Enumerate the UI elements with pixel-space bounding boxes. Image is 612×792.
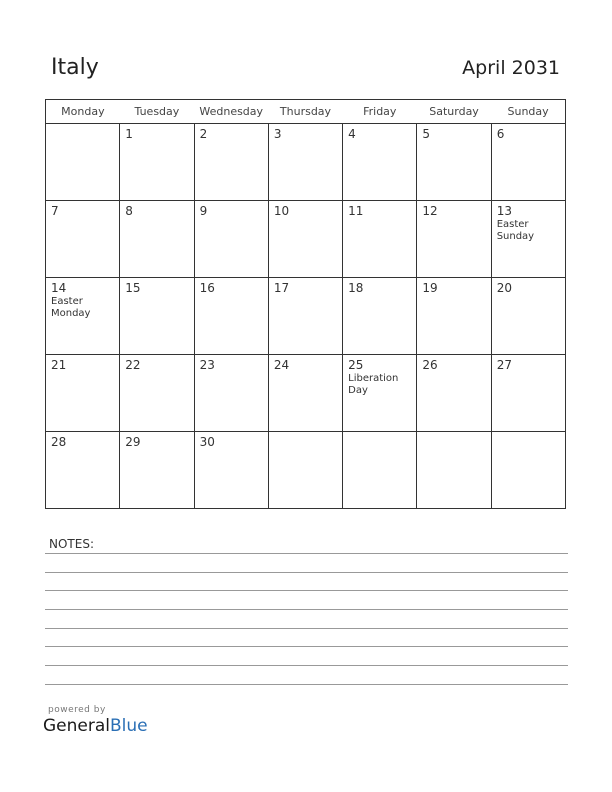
day-cell: [194, 124, 268, 201]
day-cell: [46, 278, 120, 355]
day-cell: [120, 278, 194, 355]
day-cell: [417, 355, 491, 432]
day-cell: [194, 201, 268, 278]
day-number: 28: [51, 435, 67, 449]
brand-general: General: [43, 716, 110, 736]
day-cell: [46, 124, 120, 201]
day-number: 7: [51, 204, 59, 218]
note-line: [45, 665, 568, 666]
day-cell: [491, 355, 565, 432]
day-cell: [268, 355, 342, 432]
day-cell: [120, 432, 194, 509]
day-number: 3: [273, 127, 282, 141]
day-cell: [120, 124, 194, 201]
calendar-body: [46, 124, 566, 509]
note-line: [45, 628, 568, 629]
day-cell: [46, 432, 120, 509]
day-number: 12: [422, 204, 438, 218]
week-row: [46, 124, 566, 201]
day-number: 16: [199, 281, 215, 295]
day-cell: [343, 278, 417, 355]
day-number: 22: [125, 358, 141, 372]
day-number: 29: [125, 435, 141, 449]
day-cell: [268, 124, 342, 201]
day-cell: [417, 432, 491, 509]
day-cell: [120, 201, 194, 278]
day-cell: [343, 432, 417, 509]
day-number: 18: [348, 281, 364, 295]
day-number: 10: [273, 204, 290, 218]
day-number: 1: [125, 127, 133, 141]
day-cell: [194, 278, 268, 355]
weekday-header: Monday: [46, 100, 120, 124]
weekday-header: Saturday: [417, 100, 491, 124]
day-number: 26: [422, 358, 438, 372]
week-row: [46, 355, 566, 432]
day-cell: [194, 355, 268, 432]
day-cell: [417, 201, 491, 278]
holiday-label: Liberation Day: [348, 373, 399, 396]
day-cell: [343, 124, 417, 201]
day-number: 2: [199, 127, 208, 141]
weekday-header: Wednesday: [194, 100, 268, 124]
day-number: 9: [199, 204, 208, 218]
day-number: 24: [273, 358, 290, 372]
day-cell: [194, 432, 268, 509]
note-line: [45, 572, 568, 573]
weekday-header: Friday: [343, 100, 417, 124]
day-number: 5: [422, 127, 431, 141]
day-number: 25: [348, 358, 364, 372]
day-cell: [268, 432, 342, 509]
day-number: 23: [199, 358, 215, 372]
day-cell: [120, 355, 194, 432]
day-number: 27: [496, 358, 512, 372]
day-number: 30: [199, 435, 215, 449]
week-row: [46, 201, 566, 278]
day-number: 19: [422, 281, 438, 295]
day-cell: [268, 278, 342, 355]
day-cell: [491, 124, 565, 201]
notes-label: NOTES:: [49, 537, 94, 551]
generalblue-logo[interactable]: [43, 716, 148, 736]
day-cell: [491, 432, 565, 509]
day-number: 14: [51, 281, 67, 295]
day-number: 15: [125, 281, 141, 295]
day-cell: [343, 201, 417, 278]
weekday-header: Tuesday: [120, 100, 194, 124]
day-cell: [46, 355, 120, 432]
day-cell: [417, 124, 491, 201]
day-number: 21: [51, 358, 67, 372]
day-cell: [268, 201, 342, 278]
day-cell: [417, 278, 491, 355]
brand-blue: Blue: [110, 716, 148, 736]
day-number: 13: [496, 204, 512, 218]
note-line: [45, 609, 568, 610]
note-line: [45, 553, 568, 554]
week-row: [46, 278, 566, 355]
day-cell: [343, 355, 417, 432]
week-row: [46, 432, 566, 509]
holiday-label: Easter Sunday: [496, 219, 535, 242]
weekday-header-row: [46, 100, 566, 124]
country-title: Italy: [51, 55, 99, 80]
day-number: 4: [348, 127, 356, 141]
note-line: [45, 590, 568, 591]
note-line: [45, 646, 568, 647]
holiday-label: Easter Monday: [51, 296, 91, 319]
day-cell: [491, 278, 565, 355]
day-cell: [491, 201, 565, 278]
day-number: 8: [125, 204, 133, 218]
day-number: 6: [496, 127, 505, 141]
day-number: 20: [496, 281, 512, 295]
weekday-header: Sunday: [491, 100, 565, 124]
day-number: 17: [273, 281, 290, 295]
month-year-title: April 2031: [462, 57, 560, 79]
day-number: 11: [348, 204, 364, 218]
powered-by-text: powered by: [48, 705, 106, 715]
calendar-grid: [45, 99, 566, 509]
note-line: [45, 684, 568, 685]
weekday-header: Thursday: [268, 100, 342, 124]
day-cell: [46, 201, 120, 278]
